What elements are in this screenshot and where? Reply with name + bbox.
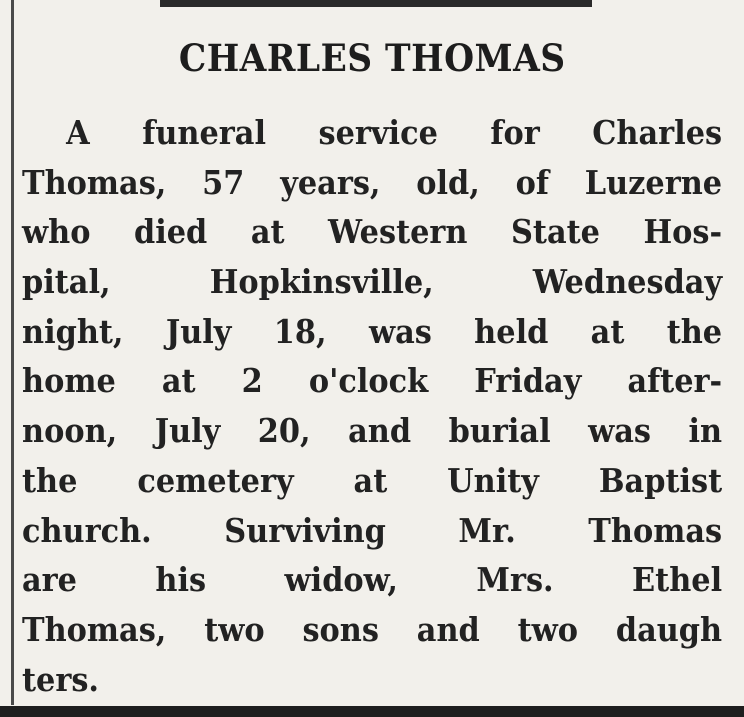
article-line: ters. — [22, 659, 100, 699]
article-line: A funeral service for Charles — [66, 113, 723, 152]
article-line: night, July 18, was held at the — [22, 311, 723, 351]
column-rule — [11, 0, 14, 705]
top-rule — [160, 0, 592, 7]
article-line: the cemetery at Unity Baptist — [22, 460, 723, 500]
article-body — [22, 108, 722, 704]
article-line: church. Surviving Mr. Thomas — [22, 510, 723, 550]
headline: CHARLES THOMAS — [178, 36, 566, 80]
article-line: Thomas, two sons and two daugh — [22, 609, 723, 649]
article-line: who died at Western State Hos- — [22, 212, 723, 252]
article-line: Thomas, 57 years, old, of Luzerne — [22, 162, 723, 202]
article-line: are his widow, Mrs. Ethel — [22, 560, 723, 600]
article-line: home at 2 o'clock Friday after- — [22, 361, 723, 401]
article-line: pital, Hopkinsville, Wednesday — [22, 262, 723, 302]
article-line: noon, July 20, and burial was in — [22, 411, 723, 451]
bottom-rule — [0, 706, 744, 717]
